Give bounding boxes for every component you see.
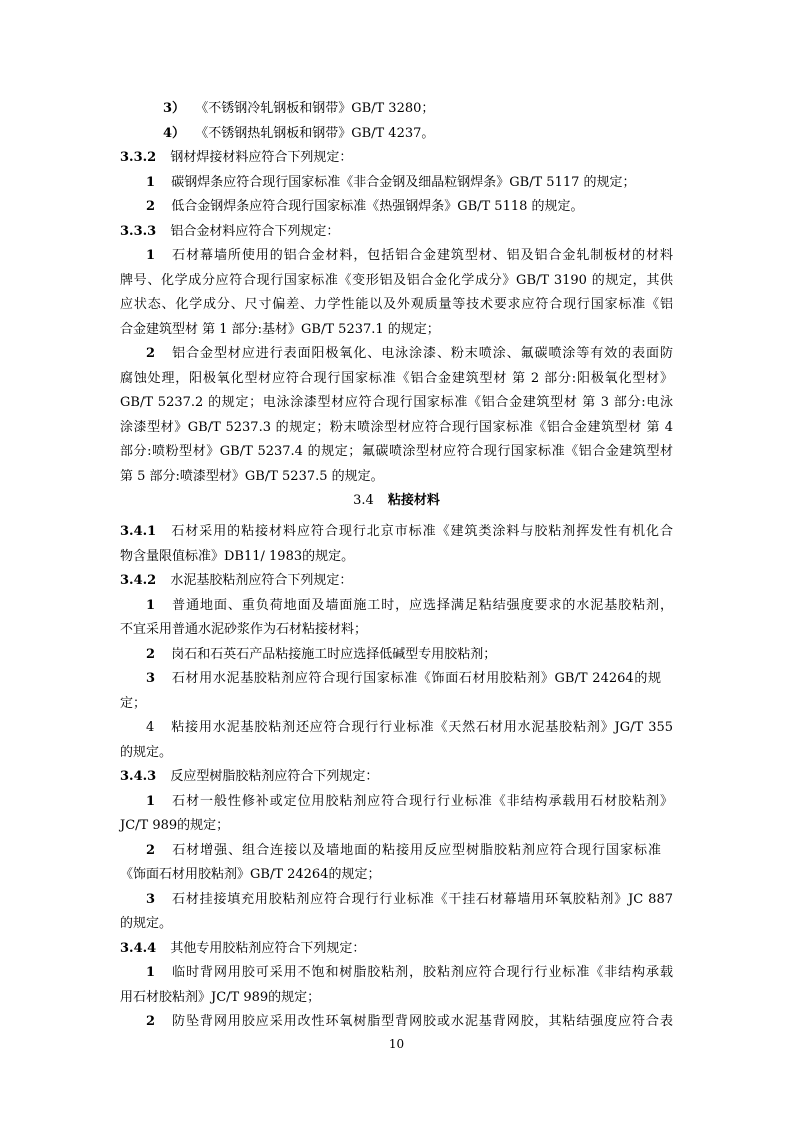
item-text: 石材一般性修补或定位用胶粘剂应符合现行行业标准《非结构承载用石材胶粘剂》 [172, 794, 673, 809]
paragraph-text: 《饰面石材用胶粘剂》GB/T 24264的规定； [120, 867, 381, 882]
item-text: 石材幕墙所使用的铝合金材料，包括铝合金建筑型材、铝及铝合金轧制板材的材料 [172, 248, 673, 263]
paragraph-line [120, 296, 673, 314]
paragraph-line [120, 272, 673, 290]
item-text: 碳钢焊条应符合现行国家标准《非合金钢及细晶粒钢焊条》GB/T 5117 的规定； [171, 175, 636, 190]
item-number: 3） [163, 101, 186, 116]
clause-number: 3.4.2 [120, 573, 157, 588]
paragraph-line [120, 468, 384, 486]
clause-heading [120, 940, 365, 958]
clause-heading [120, 523, 673, 541]
item-text: 《不锈钢冷轧钢板和钢带》GB/T 3280； [195, 101, 435, 116]
paragraph-text: 用石材胶粘剂》JC/T 989的规定； [120, 990, 321, 1005]
paragraph-line [120, 548, 354, 566]
item-number: 1 [146, 794, 156, 809]
item-text: 石材增强、组合连接以及墙地面的粘接用反应型树脂胶粘剂应符合现行国家标准 [172, 843, 661, 858]
clause-text: 铝合金材料应符合下列规定： [170, 224, 340, 239]
paragraph-line [120, 989, 320, 1007]
clause-number: 3.4.1 [120, 524, 157, 539]
item-text: 普通地面、重负荷地面及墙面施工时，应选择满足粘结强度要求的水泥基胶粘剂， [172, 598, 673, 613]
item-number: 2 [146, 843, 156, 858]
item-number: 2 [146, 199, 156, 214]
list-item [146, 247, 673, 265]
list-item [146, 646, 496, 664]
paragraph-text: 不宜采用普通水泥砂浆作为石材粘接材料； [120, 622, 368, 637]
clause-number: 3.3.2 [120, 150, 157, 165]
list-item [146, 345, 673, 363]
item-number: 1 [146, 175, 156, 190]
item-number: 4 [146, 720, 155, 735]
section-heading [0, 492, 793, 510]
paragraph-line [120, 817, 229, 835]
paragraph-text: 的规定。 [120, 745, 173, 760]
paragraph-line [120, 370, 673, 388]
list-item [146, 891, 673, 909]
paragraph-text: 部分:喷粉型材》GB/T 5237.4 的规定；氟碳喷涂型材应符合现行国家标准《铝合金建筑型材 [120, 444, 673, 459]
item-number: 3 [146, 892, 156, 907]
paragraph-text: 腐蚀处理，阳极氧化型材应符合现行国家标准《铝合金建筑型材 第 2 部分:阳极氧化型材》 [120, 371, 673, 386]
list-item [146, 964, 673, 982]
paragraph-text: 的规定。 [120, 916, 173, 931]
clause-text: 其他专用胶粘剂应符合下列规定： [170, 941, 366, 956]
paragraph-line [120, 915, 172, 933]
paragraph-line [120, 695, 146, 713]
paragraph-text: 定； [120, 696, 147, 711]
clause-text: 反应型树脂胶粘剂应符合下列规定： [170, 769, 379, 784]
item-text: 石材用水泥基胶粘剂应符合现行国家标准《饰面石材用胶粘剂》GB/T 24264的规 [171, 671, 661, 686]
page-number: 10 [388, 1037, 405, 1051]
paragraph-text: GB/T 5237.2 的规定；电泳涂漆型材应符合现行国家标准《铝合金建筑型材 第 3 部分:电泳 [120, 395, 673, 410]
item-number: 1 [146, 598, 156, 613]
item-text: 石材挂接填充用胶粘剂应符合现行行业标准《干挂石材幕墙用环氧胶粘剂》JC 887 [172, 892, 673, 907]
clause-heading [120, 149, 352, 167]
clause-heading [120, 223, 339, 241]
list-item [146, 1013, 673, 1031]
list-item [163, 100, 434, 118]
paragraph-line [120, 866, 380, 884]
item-text: 《不锈钢热轧钢板和钢带》GB/T 4237。 [195, 126, 435, 141]
list-item [146, 842, 661, 860]
paragraph-line [120, 621, 367, 639]
item-number: 3 [146, 671, 156, 686]
paragraph-text: 第 5 部分:喷漆型材》GB/T 5237.5 的规定。 [120, 469, 384, 484]
item-number: 2 [146, 346, 156, 361]
list-item [146, 198, 584, 216]
paragraph-line [120, 744, 172, 762]
paragraph-line [120, 394, 673, 412]
clause-heading [120, 572, 352, 590]
item-text: 岗石和石英石产品粘接施工时应选择低碱型专用胶粘剂； [171, 647, 497, 662]
clause-text: 钢材焊接材料应符合下列规定： [170, 150, 353, 165]
item-text: 铝合金型材应进行表面阳极氧化、电泳涂漆、粉末喷涂、氟碳喷涂等有效的表面防 [172, 346, 673, 361]
list-item [146, 793, 673, 811]
paragraph-text: 合金建筑型材 第 1 部分:基材》GB/T 5237.1 的规定； [120, 322, 440, 337]
paragraph-text: JC/T 989的规定； [120, 818, 230, 833]
section-number: 3.4 [353, 493, 374, 508]
item-number: 2 [146, 647, 156, 662]
item-number: 1 [146, 248, 156, 263]
list-item [146, 670, 661, 688]
paragraph-text: 物含量限值标准》DB11/ 1983的规定。 [120, 549, 355, 564]
list-item [146, 719, 673, 737]
list-item [146, 597, 673, 615]
list-item [146, 174, 636, 192]
clause-text: 石材采用的粘接材料应符合现行北京市标准《建筑类涂料与胶粘剂挥发性有机化合 [171, 524, 673, 539]
clause-number: 3.4.4 [120, 941, 157, 956]
paragraph-text: 涂漆型材》GB/T 5237.3 的规定；粉末喷涂型材应符合现行国家标准《铝合金建筑型材 第 4 [120, 420, 673, 435]
item-text: 低合金钢焊条应符合现行国家标准《热强钢焊条》GB/T 5118 的规定。 [171, 199, 584, 214]
item-number: 2 [146, 1014, 156, 1029]
clause-number: 3.4.3 [120, 769, 157, 784]
item-number: 1 [146, 965, 156, 980]
item-text: 临时背网用胶可采用不饱和树脂胶粘剂，胶粘剂应符合现行行业标准《非结构承载 [172, 965, 673, 980]
clause-text: 水泥基胶粘剂应符合下列规定： [170, 573, 353, 588]
list-item [163, 125, 434, 143]
paragraph-text: 牌号、化学成分应符合现行国家标准《变形铝及铝合金化学成分》GB/T 3190 的规定，其供 [120, 273, 673, 288]
paragraph-line [120, 443, 673, 461]
clause-heading [120, 768, 378, 786]
paragraph-line [120, 419, 673, 437]
item-text: 粘接用水泥基胶粘剂还应符合现行行业标准《天然石材用水泥基胶粘剂》JG/T 355 [171, 720, 674, 735]
clause-number: 3.3.3 [120, 224, 157, 239]
item-number: 4） [163, 126, 186, 141]
paragraph-text: 应状态、化学成分、尺寸偏差、力学性能以及外观质量等技术要求应符合现行国家标准《铝 [120, 297, 673, 312]
paragraph-line [120, 321, 440, 339]
section-title: 粘接材料 [387, 493, 440, 508]
item-text: 防坠背网用胶应采用改性环氧树脂型背网胶或水泥基背网胶，其粘结强度应符合表 [172, 1014, 673, 1029]
